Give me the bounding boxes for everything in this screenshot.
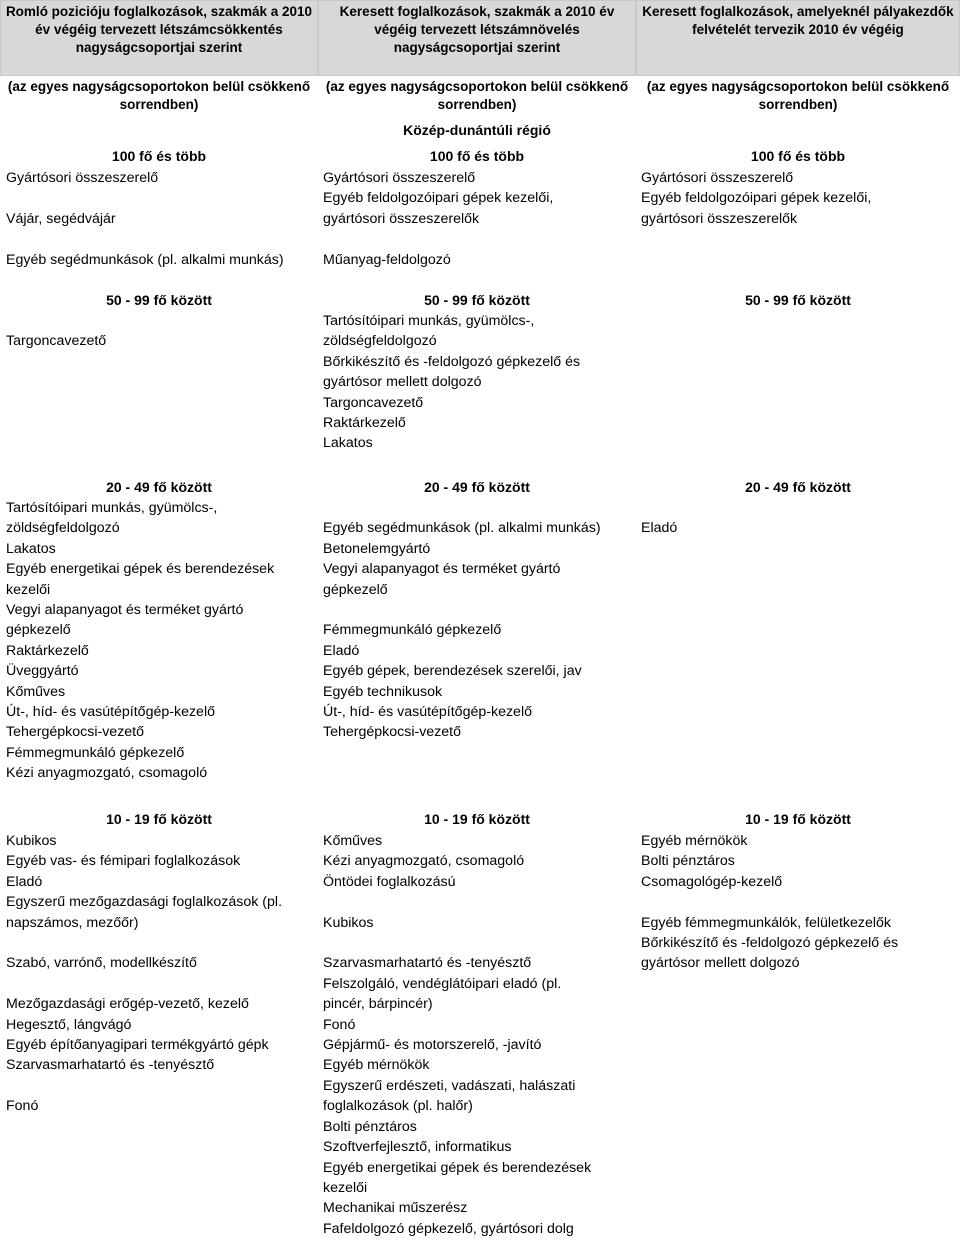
occupation-line: Egyéb mérnökök [641,833,748,849]
occupation-line: pincér, bárpincér) [323,996,433,1013]
occupation-line [323,600,633,620]
occupation-line: gyártósori összeszerelők [323,210,480,227]
occupation-line: Tehergépkocsi-vezető [323,724,462,741]
occupation-line: Egyéb feldolgozóipari gépek kezelői, [641,190,872,207]
subheader-1: (az egyes nagyságcsoportokon belül csökkenő sorrendben) [7,79,311,112]
occupation-line: Felszolgáló, vendéglátóipari eladó (pl. [323,975,562,992]
occupation-line: Mechanikai műszerész [323,1200,468,1217]
occupation-line: Műanyag-feldolgozó [323,251,451,268]
occupation-line [323,892,633,912]
occupation-line: Bolti pénztáros [641,853,735,870]
occupation-line: Egyéb energetikai gépek és berendezések [6,561,275,578]
occupation-line: Tartósítóipari munkás, gyümölcs-, [323,313,535,329]
header-row [0,0,960,76]
occupation-line [641,892,956,912]
occupation-line: Fonó [323,1016,356,1033]
occupation-line: Kőműves [6,683,66,700]
occupation-line: gépkezelő [323,581,388,598]
occupation-line: Gyártósori összeszerelő [641,170,794,186]
subheader-3: (az egyes nagyságcsoportokon belül csökkenő sorrendben) [646,79,950,112]
occupation-line: Szarvasmarhatartó és -tenyésztő [6,1057,215,1074]
occupation-line [323,498,633,518]
section-title: 100 fő és több [111,148,207,164]
occupation-line: Fémmegmunkáló gépkezelő [6,744,185,761]
occupation-line: Mezőgazdasági erőgép-vezető, kezelő [6,996,249,1013]
section-title: 20 - 49 fő között [745,479,851,495]
occupation-line: Öntödei foglalkozású [323,873,456,890]
occupation-line: Egyéb építőanyagipari termékgyártó gépk [6,1037,269,1054]
occupation-line: Gyártósori összeszerelő [323,170,476,186]
occupation-line: Egyéb vas- és fémipari foglalkozások [6,853,241,870]
occupation-line: Egyéb gépek, berendezések szerelői, jav [323,663,582,680]
occupation-line: Fafeldolgozó gépkezelő, gyártósori dolg [323,1220,574,1237]
occupation-line: gyártósori összeszerelők [641,210,798,227]
section-title-row [0,479,960,499]
section-list [6,831,316,1117]
section-list [323,311,633,454]
occupation-line: gyártósor mellett dolgozó [641,955,800,972]
occupation-line: zöldségfeldolgozó [323,333,437,350]
occupation-line [6,933,316,953]
occupation-line: Raktárkezelő [6,642,89,659]
section-title: 20 - 49 fő között [424,479,530,495]
occupation-line: Betonelemgyártó [323,540,431,557]
region-title: Közép-dunántúli régió [403,122,551,138]
occupation-line: zöldségfeldolgozó [6,520,120,537]
occupation-line: Egyéb feldolgozóipari gépek kezelői, [323,190,554,207]
section-list [323,498,633,743]
occupation-line [6,974,316,994]
section-list [6,498,316,784]
occupation-line [641,498,956,518]
occupation-line: Kubikos [323,914,374,931]
section-title: 50 - 99 fő között [106,292,212,308]
occupation-line [6,229,316,249]
section-list [323,831,633,1239]
section-title: 50 - 99 fő között [745,292,851,308]
section-title: 10 - 19 fő között [106,811,212,827]
occupation-line: Lakatos [323,435,373,452]
occupation-line: Eladó [6,873,43,890]
occupation-line: Egyéb segédmunkások (pl. alkalmi munkás) [323,520,601,537]
occupation-line [6,311,316,331]
occupation-line: Bőrkikészítő és -feldolgozó gépkezelő és [323,353,581,370]
occupation-line: Szabó, varrónő, modellkészítő [6,955,197,972]
occupation-line: Kézi anyagmozgató, csomagoló [6,765,208,782]
occupation-line [6,1076,316,1096]
occupation-line: Egyéb mérnökök [323,1057,430,1074]
occupation-line: Fonó [6,1098,39,1115]
occupation-line: Hegesztő, lángvágó [6,1016,132,1033]
occupation-line: napszámos, mezőőr) [6,914,139,931]
occupation-line: Vegyi alapanyagot és terméket gyártó [6,602,244,619]
occupation-line: Fémmegmunkáló gépkezelő [323,622,502,639]
occupation-line: Egyszerű erdészeti, vadászati, halászati [323,1077,576,1094]
section-title: 100 fő és több [429,148,525,164]
subheader-row [0,78,960,114]
occupation-line: foglalkozások (pl. halőr) [323,1098,473,1115]
occupation-line: Egyéb segédmunkások (pl. alkalmi munkás) [6,251,284,268]
occupation-line: Tehergépkocsi-vezető [6,724,145,741]
occupation-line: Lakatos [6,540,56,557]
occupation-line: Tartósítóipari munkás, gyümölcs-, [6,500,218,516]
section-list [641,168,956,229]
occupation-line: kezelői [6,581,51,598]
occupation-line: Szoftverfejlesztő, informatikus [323,1139,512,1156]
section-title: 10 - 19 fő között [745,811,851,827]
occupation-line: Bolti pénztáros [323,1118,417,1135]
occupation-line: Bőrkikészítő és -feldolgozó gépkezelő és [641,935,899,952]
occupation-line: Üveggyártó [6,663,79,680]
occupation-line: Egyéb fémmegmunkálók, felületkezelők [641,914,891,931]
occupation-line: Gyártósori összeszerelő [6,170,159,186]
occupation-line: Csomagológép-kezelő [641,873,783,890]
occupation-line: Egyszerű mezőgazdasági foglalkozások (pl. [6,894,283,911]
occupation-line: Út-, híd- és vasútépítőgép-kezelő [6,704,215,721]
occupation-line: Eladó [641,520,678,537]
occupation-line: Kőműves [323,833,383,849]
occupation-line: Szarvasmarhatartó és -tenyésztő [323,955,532,972]
section-title-row [0,811,960,831]
occupation-line: Vájár, segédvájár [6,210,116,227]
section-list [6,168,316,270]
occupation-line [323,229,633,249]
subheader-2: (az egyes nagyságcsoportokon belül csökkenő sorrendben) [325,79,629,112]
section-list [323,168,633,270]
occupation-line: gépkezelő [6,622,71,639]
occupation-line: Kubikos [6,833,57,849]
occupation-line: gyártósor mellett dolgozó [323,374,482,391]
section-title: 10 - 19 fő között [424,811,530,827]
header-declining-occupations: Romló pozicióju foglalkozások, szakmák a 2010 év végéig tervezett létszámcsökkentés nagyságcsoportjai szerint [0,0,318,76]
occupation-line: Egyéb energetikai gépek és berendezések [323,1159,592,1176]
header-career-starters: Keresett foglalkozások, amelyeknél pályakezdők felvételét tervezik 2010 év végéig [636,0,960,76]
section-list [641,498,956,539]
occupation-line: Targoncavezető [323,394,424,411]
section-title: 20 - 49 fő között [106,479,212,495]
section-title: 100 fő és több [750,148,846,164]
section-title-row [0,148,960,168]
occupation-line: Targoncavezető [6,333,107,350]
occupation-line: Eladó [323,642,360,659]
occupation-line: Gépjármű- és motorszerelő, -javító [323,1037,542,1054]
occupation-line [323,933,633,953]
occupation-line: kezelői [323,1179,368,1196]
occupation-line [6,188,316,208]
section-title: 50 - 99 fő között [424,292,530,308]
occupation-line: Út-, híd- és vasútépítőgép-kezelő [323,704,532,721]
section-list [641,831,956,974]
occupation-line: Vegyi alapanyagot és terméket gyártó [323,561,561,578]
occupation-line: Raktárkezelő [323,415,406,432]
header-sought-occupations: Keresett foglalkozások, szakmák a 2010 év végéig tervezett létszámnövelés nagyságcsoportjai szerint [318,0,636,76]
occupation-line: Egyéb technikusok [323,683,443,700]
section-list [6,311,316,352]
section-title-row [0,292,960,312]
occupation-line: Kézi anyagmozgató, csomagoló [323,853,525,870]
